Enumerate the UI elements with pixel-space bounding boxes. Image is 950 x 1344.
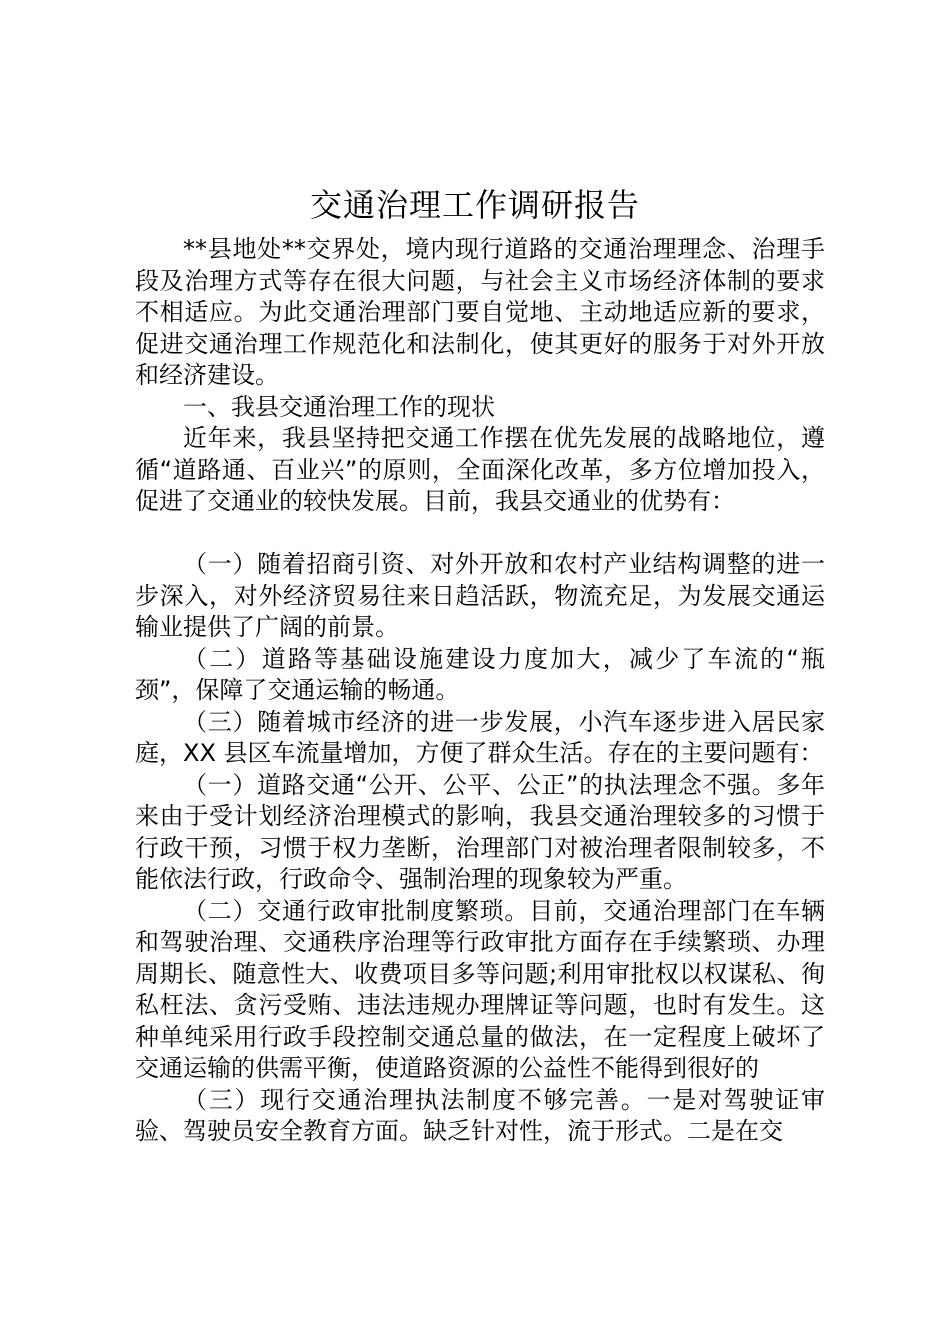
paragraph-problem-1: （一）道路交通“公开、公平、公正”的执法理念不强。多年来由于受计划经济治理模式的影响，我县交通治理较多的习惯于行政干预，习惯于权力垄断，治理部门对被治理者限制较多，不能依法行政，行政命令、强制治理的现象较为严重。 [135, 770, 825, 893]
section-heading-1: 一、我县交通治理工作的现状 [183, 392, 495, 421]
paragraph-problem-3: （三）现行交通治理执法制度不够完善。一是对驾驶证审验、驾驶员安全教育方面。缺乏针对性，流于形式。二是在交 [135, 1085, 825, 1145]
paragraph-problem-2: （二）交通行政审批制度繁琐。目前，交通治理部门在车辆和驾驶治理、交通秩序治理等行政审批方面存在手续繁琐、办理周期长、随意性大、收费项目多等问题;利用审批权以权谋私、徇私枉法、贪污受贿、违法违规办理牌证等问题，也时有发生。这种单纯采用行政手段控制交通总量的做法，在一定程度上破坏了交通运输的供需平衡，使道路资源的公益性不能得到很好的 [135, 896, 825, 1082]
document-title: 交通治理工作调研报告 [309, 186, 640, 224]
paragraph-overview: 近年来，我县坚持把交通工作摆在优先发展的战略地位，遵循“道路通、百业兴”的原则，全面深化改革，多方位增加投入，促进了交通业的较快发展。目前，我县交通业的优势有： [135, 424, 825, 515]
paragraph-advantage-3: （三）随着城市经济的进一步发展，小汽车逐步进入居民家庭，XX 县区车流量增加，方便了群众生活。存在的主要问题有： [135, 707, 825, 767]
document-body [135, 234, 825, 1148]
paragraph-advantage-2: （二）道路等基础设施建设力度加大，减少了车流的“瓶颈”，保障了交通运输的畅通。 [135, 644, 825, 704]
paragraph-intro: **县地处**交界处，境内现行道路的交通治理理念、治理手段及治理方式等存在很大问题，与社会主义市场经济体制的要求不相适应。为此交通治理部门要自觉地、主动地适应新的要求，促进交通治理工作规范化和法制化，使其更好的服务于对外开放和经济建设。 [135, 235, 825, 389]
paragraph-advantage-1: （一）随着招商引资、对外开放和农村产业结构调整的进一步深入，对外经济贸易往来日趋活跃，物流充足，为发展交通运输业提供了广阔的前景。 [135, 550, 825, 641]
